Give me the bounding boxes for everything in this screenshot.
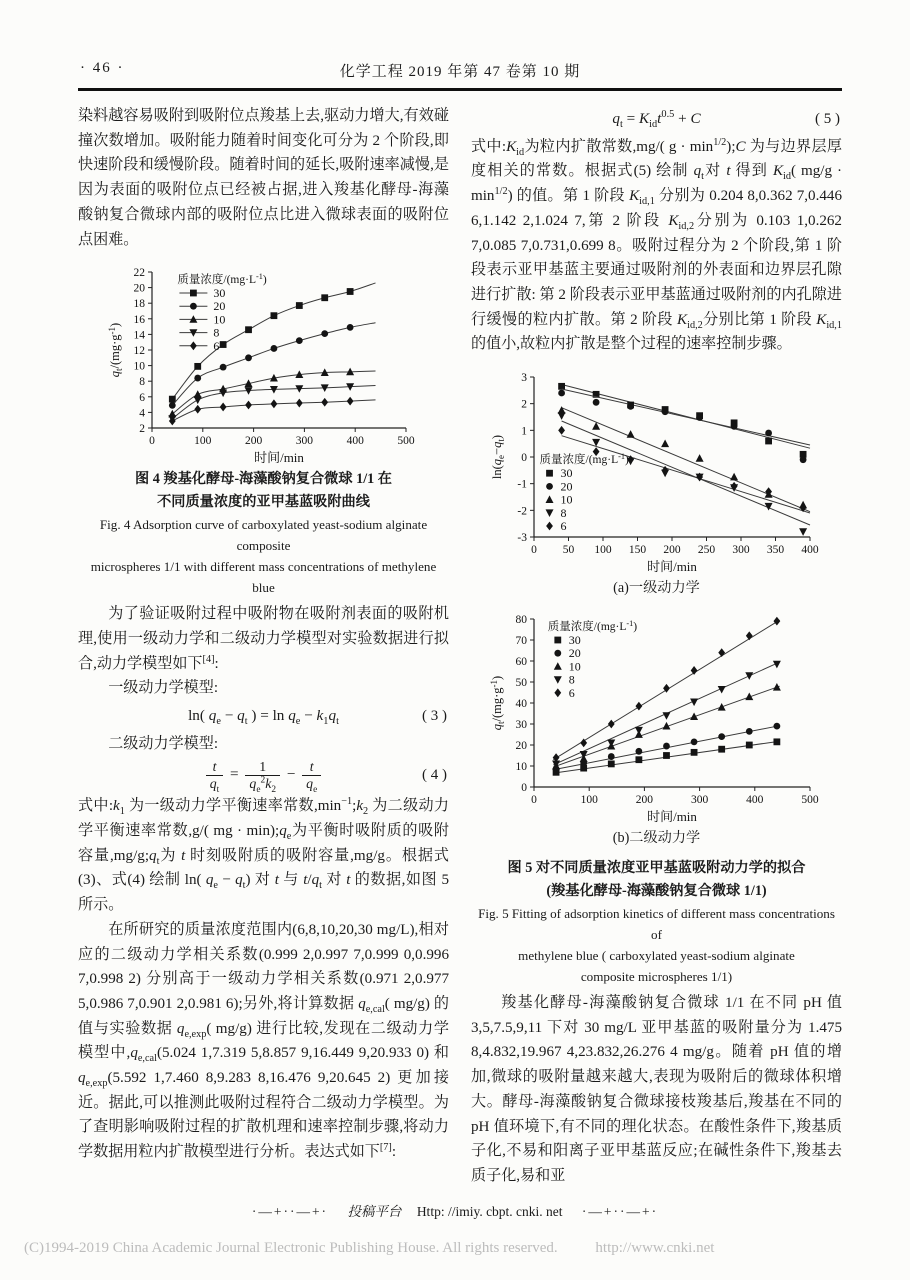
equation-4: $\frac{t}{q_t}$ = $\frac{1}{q_e^2k_2}$ − $\frac{t}{q_e}$ (203, 759, 325, 791)
svg-text:30: 30 (560, 466, 573, 481)
right-column (471, 104, 842, 1189)
svg-text:20: 20 (515, 740, 527, 753)
svg-text:时间/min: 时间/min (253, 450, 304, 466)
svg-text:6: 6 (568, 685, 575, 700)
svg-text:30: 30 (212, 286, 225, 301)
svg-text:100: 100 (193, 435, 211, 448)
equation-3: ln( $q_e - q_t$ ) = $\ln q_e - k_1q_t$ (188, 707, 339, 728)
svg-text:60: 60 (515, 656, 527, 669)
svg-text:22: 22 (133, 267, 145, 280)
paragraph: 羧基化酵母-海藻酸钠复合微球 1/1 在不同 pH 值 3,5,7.5,9,11 下对 30 mg/L 亚甲基蓝的吸附量分为 1.475 8,4.832,19.967 4,23.832,26.276 4 mg/g。随着 pH 值的增加,微球的吸附量越来越大,表现为吸附后的微球体积增大。酵母-海藻酸钠复合微球接枝羧基后,羧基在不同的 pH 值环境下,有不同的理化状态。在酸性条件下,羧基质子化,不易和阳离子亚甲基蓝反应;在碱性条件下,羧基去质子化,易和亚 (471, 995, 842, 1184)
svg-text:10: 10 (515, 761, 527, 774)
svg-text:质量浓度/(mg·L-1): 质量浓度$/(mg\cdot L^{-1})$ (176, 272, 267, 287)
platform-url: Http: //imiy. cbpt. cnki. net (416, 1204, 563, 1219)
svg-text:100: 100 (580, 794, 598, 807)
svg-text:100: 100 (593, 544, 612, 557)
svg-text:2: 2 (520, 398, 527, 411)
figure-4-chart (106, 262, 422, 468)
svg-text:14: 14 (133, 329, 145, 342)
svg-text:80: 80 (515, 614, 527, 627)
paragraph: 为了验证吸附过程中吸附物在吸附剂表面的吸附机理,使用一级动力学和二级动力学模型对实验数据进行拟合,动力学模型如下[4]: (78, 606, 449, 672)
svg-text:-2: -2 (516, 505, 527, 518)
paragraph: 式中$:k_1$ 为一级动力学平衡速率常数$,\min^{-1};k_2$ 为二级动力学平衡速率常数,g/( mg · $\min);q_e$为平衡时吸附质的吸附容量$,mg/g;q_t$为 t 时刻吸附质的吸附容量,mg/g。根据式(3)、式(4) 绘制 ln( $q_e - q_t$) 对 t 与 $t/q_t$ 对 t 的数据,如图 5 所示。 (78, 796, 449, 914)
svg-text:0: 0 (530, 794, 537, 807)
svg-text:10: 10 (568, 659, 581, 674)
equation-4-number: ( 4 ) (422, 767, 447, 784)
figure-5b-subcaption: (b)二级动力学 (612, 830, 701, 847)
figure-5-caption-zh: 图 5 对不同质量浓度亚甲基蓝吸附动力学的拟合 (507, 860, 806, 877)
svg-text:qt/(mg·g-1): $q_t/(mg\cdot g^{-1})$ (106, 322, 124, 378)
figure-5-caption-en: Fig. 5 Fitting of adsorption kinetics of different mass concentrations of (478, 906, 835, 943)
figure-4-caption-zh: 图 4 羧基化酵母-海藻酸钠复合微球 1/1 在 (135, 471, 392, 488)
svg-text:400: 400 (346, 435, 364, 448)
svg-text:250: 250 (697, 544, 715, 557)
copyright-line (24, 1240, 884, 1257)
svg-text:20: 20 (568, 646, 581, 661)
svg-text:200: 200 (244, 435, 262, 448)
equation-5-number: ( 5 ) (815, 111, 840, 127)
svg-text:10: 10 (212, 312, 225, 327)
figure-5-caption-zh: (羧基化酵母-海藻酸钠复合微球 1/1) (546, 883, 767, 900)
paragraph: 式中$:K_{id}$为粒内扩散常数,mg/( $g \cdot \min^{1/2});C$ 为与边界层厚度相关的常数。根据式(5) 绘制 $q_t$对 t 得到 $K_{id}$( $mg/g \cdot \min^{1/2}$) 的值。第 1 阶段 $K_{id,1}$ 分别为 0.204 8,0.362 7,0.446 6,1.142 2,1.024 7,第 2 阶段 $K_{id,2}$分别为 0.103 1,0.262 7,0.085 7,0.731,0.699 8。吸附过程分为 2 个阶段,第 1 阶段表示亚甲基蓝主要通过吸附剂的外表面和边界层孔隙进行扩散: 第 2 阶段表示亚甲基蓝通过吸附剂的内孔隙进行缓慢的粒内扩散。第 2 阶段 $K_{id,2}$分别比第 1 阶段 $K_{id,1}$的值小,故粒内扩散是整个过程的速率控制步骤。 (471, 136, 842, 353)
svg-text:-1: -1 (516, 478, 527, 491)
figure-4-caption-en: Fig. 4 Adsorption curve of carboxylated yeast-sodium alginate composite (99, 517, 428, 554)
svg-text:质量浓度/(mg·L-1): 质量浓度$/(mg\cdot L^{-1})$ (547, 619, 637, 634)
svg-text:400: 400 (745, 794, 763, 807)
svg-text:2: 2 (138, 423, 145, 436)
svg-text:0: 0 (148, 435, 155, 448)
equation-3-row (78, 704, 449, 729)
page-number: · 46 · (80, 60, 125, 76)
svg-text:300: 300 (295, 435, 313, 448)
left-column (78, 104, 449, 1189)
figure-4-caption-en: microspheres 1/1 with different mass concentrations of methylene blue (90, 559, 437, 596)
svg-text:1: 1 (520, 425, 527, 438)
svg-text:20: 20 (560, 479, 573, 494)
svg-text:20: 20 (212, 299, 225, 314)
svg-text:16: 16 (133, 314, 145, 327)
figure-5-caption-en: composite microspheres 1/1) (580, 969, 733, 985)
svg-text:8: 8 (138, 376, 145, 389)
svg-text:30: 30 (515, 719, 527, 732)
svg-text:500: 500 (800, 794, 819, 807)
equation-3-number: ( 3 ) (422, 708, 447, 725)
paragraph: 在所研究的质量浓度范围内(6,8,10,20,30 mg/L),相对应的二级动力学相关系数(0.999 2,0.997 7,0.999 0,0.996 7,0.998 2) 分别高于一级动力学相关系数(0.971 2,0.977 5,0.986 7,0.901 2,0.981 6);另外,将计算数据 $q_{e,cal}$( mg/g) 的值与实验数据 $q_{e,exp}$( mg/g) 进行比较,发现在二级动力学模型中$,q_{e,cal}(5.024$ 1,7.319 5,8.857 9,16.449 9,20.933 0) 和 $q_{e,exp}(5.592$ 1,7.460 8,9.283 8,16.476 9,20.645 2) 更加接近。据此,可以推测此吸附过程符合二级动力学模型。为了查明影响吸附过程的扩散机理和速率控制步骤,将动力学数据用粒内扩散模型进行分析。表达式如下[7]: (78, 921, 449, 1161)
figure-5a (471, 367, 842, 599)
svg-text:4: 4 (138, 407, 145, 420)
submission-platform-line (0, 1200, 910, 1220)
svg-text:40: 40 (515, 698, 527, 711)
svg-text:50: 50 (562, 544, 574, 557)
svg-text:200: 200 (662, 544, 681, 557)
svg-text:质量浓度/(mg·L-1): 质量浓度$/(mg\cdot L^{-1})$ (539, 452, 629, 467)
svg-text:8: 8 (212, 325, 219, 340)
svg-text:0: 0 (520, 452, 527, 465)
svg-text:0: 0 (530, 544, 537, 557)
platform-label: 投稿平台 (347, 1204, 402, 1219)
figure-5a-subcaption: (a)一级动力学 (613, 580, 700, 597)
figure-5a-chart (488, 367, 826, 577)
svg-text:18: 18 (133, 298, 145, 311)
svg-text:150: 150 (628, 544, 646, 557)
svg-text:0: 0 (520, 782, 527, 795)
journal-title-line: 化学工程 2019 年第 47 卷第 10 期 (339, 64, 581, 80)
model-label: 二级动力学模型: (108, 735, 219, 752)
svg-text:时间/min: 时间/min (646, 559, 697, 575)
equation-5: $q_t = K_{id}t^{0.5} + C$ (612, 108, 701, 131)
model-label: 一级动力学模型: (108, 680, 219, 697)
copyright-text: (C)1994-2019 China Academic Journal Electronic Publishing House. All rights reserved. (24, 1240, 558, 1256)
paragraph: 染料越容易吸附到吸附位点羧基上去,驱动力增大,有效碰撞次数增加。吸附能力随着时间变化可分为 2 个阶段,即快速阶段和缓慢阶段。随着时间的延长,吸附速率减慢,是因为表面的吸附位点已经被占据,进入羧基化酵母-海藻酸钠复合微球内部的吸附位点比进入微球表面的吸附位点困难。 (78, 108, 449, 248)
figure-4-caption-zh: 不同质量浓度的亚甲基蓝吸附曲线 (157, 494, 370, 511)
svg-text:50: 50 (515, 677, 527, 690)
svg-text:12: 12 (133, 345, 145, 358)
footer-decoration-left: ·—+··—+· (251, 1204, 329, 1219)
svg-text:200: 200 (635, 794, 653, 807)
svg-text:-3: -3 (516, 532, 527, 545)
page-header (78, 56, 842, 91)
svg-text:400: 400 (800, 544, 819, 557)
svg-text:6: 6 (560, 519, 567, 534)
figure-5b (471, 609, 842, 987)
equation-5-row (471, 107, 842, 132)
svg-text:70: 70 (515, 635, 527, 648)
equation-4-row (78, 759, 449, 795)
page-content (78, 56, 842, 1189)
svg-text:3: 3 (520, 372, 527, 385)
svg-text:6: 6 (138, 392, 145, 405)
footer-decoration-right: ·—+··—+· (581, 1204, 659, 1219)
svg-text:10: 10 (133, 360, 145, 373)
svg-text:350: 350 (766, 544, 784, 557)
svg-text:6: 6 (212, 339, 219, 354)
svg-text:qt/(mg·g-1): $q_t/(mg\cdot g^{-1})$ (488, 675, 506, 731)
svg-text:300: 300 (731, 544, 750, 557)
svg-text:300: 300 (690, 794, 708, 807)
svg-text:500: 500 (396, 435, 415, 448)
copyright-url: http://www.cnki.net (595, 1240, 715, 1256)
two-column-body (78, 104, 842, 1189)
svg-text:时间/min: 时间/min (646, 809, 697, 825)
svg-text:20: 20 (133, 282, 145, 295)
svg-text:8: 8 (568, 672, 575, 687)
figure-4 (78, 262, 449, 598)
svg-text:10: 10 (560, 492, 573, 507)
figure-5b-chart (488, 609, 826, 827)
svg-text:30: 30 (568, 633, 581, 648)
svg-text:8: 8 (560, 505, 567, 520)
svg-text:ln(qe−qt): $\ln(q_e-q_t)$ (489, 434, 506, 480)
figure-5-caption-en: methylene blue ( carboxylated yeast-sodium alginate (518, 948, 795, 964)
